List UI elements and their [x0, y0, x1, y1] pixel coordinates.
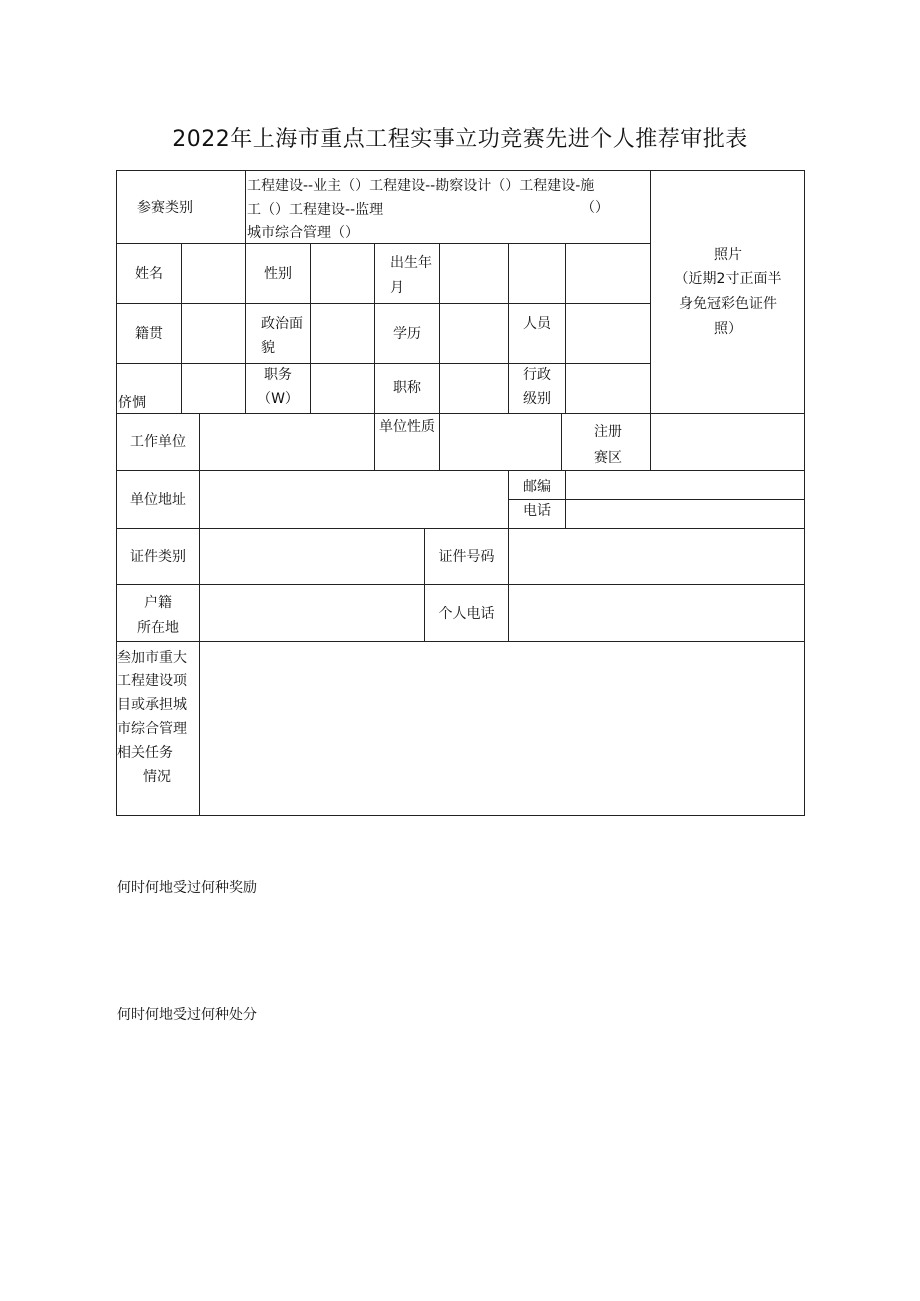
- phone-label: 电话: [523, 503, 551, 519]
- gender-label: 性别: [264, 266, 292, 282]
- personal-phone-label: 个人电话: [438, 606, 495, 622]
- unit-nature-label: 单位性质: [379, 419, 435, 435]
- registration-zone-line2: 赛区: [594, 450, 622, 466]
- awards-label: 何时何地受过何种奖励: [117, 880, 257, 896]
- admin-level-line1: 行政: [523, 367, 551, 383]
- category-options-line3: 城市综合管理（）: [247, 225, 359, 241]
- page-title: 2022年上海市重点工程实事立功竞赛先进个人推荐审批表: [172, 127, 748, 152]
- category-option-blank: （）: [581, 200, 609, 216]
- row-label-garbled: 侪惆: [118, 395, 146, 411]
- unit-address-label: 单位地址: [130, 492, 186, 508]
- project-label-line3: 目或承担城: [117, 697, 187, 713]
- project-label-line6: 情况: [143, 769, 171, 785]
- photo-note-line3: 身免冠彩色证件: [679, 296, 777, 312]
- category-options-line1: 工程建设--业主（）工程建设--勘察设计（）工程建设-施: [247, 178, 595, 194]
- project-label-line2: 工程建设项: [117, 673, 187, 689]
- duty-label-line1: 职务: [264, 367, 292, 383]
- education-label: 学历: [393, 326, 421, 342]
- penalty-label: 何时何地受过何种处分: [117, 1007, 257, 1023]
- hukou-label-line1: 户籍: [144, 595, 172, 611]
- birth-label-line1: 出生年: [390, 255, 432, 271]
- name-label: 姓名: [135, 266, 163, 282]
- duty-label-line2: （W）: [257, 391, 299, 407]
- personnel-label: 人员: [523, 316, 551, 332]
- native-place-label: 籍贯: [135, 326, 163, 342]
- hukou-label-line2: 所在地: [137, 620, 179, 636]
- id-number-label: 证件号码: [438, 549, 495, 565]
- professional-title-label: 职称: [393, 380, 421, 396]
- category-label: 参赛类别: [137, 200, 193, 216]
- birth-label-line2: 月: [390, 280, 404, 296]
- category-options-line2: 工（）工程建设--监理: [247, 202, 384, 218]
- project-label-line1: 叁加市重大: [117, 650, 187, 666]
- political-status-line1: 政治面: [261, 316, 303, 332]
- project-label-line5: 相关任务: [117, 745, 173, 761]
- work-unit-label: 工作单位: [130, 434, 186, 450]
- photo-label: 照片: [714, 247, 742, 263]
- photo-note-line4: 照）: [714, 321, 742, 337]
- postcode-label: 邮编: [523, 479, 551, 495]
- project-label-line4: 市综合管理: [117, 721, 187, 737]
- political-status-line2: 貌: [261, 340, 275, 356]
- id-type-label: 证件类别: [130, 549, 186, 565]
- photo-note-line2: （近期2寸正面半: [674, 271, 782, 287]
- admin-level-line2: 级别: [523, 391, 551, 407]
- registration-zone-line1: 注册: [594, 424, 622, 440]
